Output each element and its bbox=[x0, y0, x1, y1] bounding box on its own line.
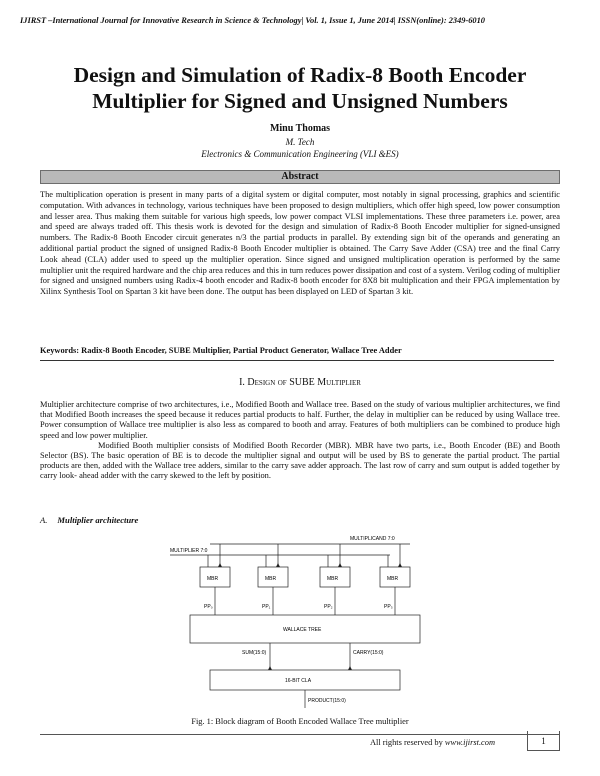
section-paragraph-1: Multiplier architecture comprise of two architectures, i.e., Modified Booth and Wallace tree. Based on the study of various multiplier architectures, we find that Modified Booth increases the speed because it reduces partial products to half. Further, the delay in multiplier can be reduced by using Wallace tree. Power consumption of Wallace tree multiplier is also less as compared to booth and array. Features of both multipliers can be combined to produce high speed and low power multiplier. bbox=[40, 400, 560, 440]
title-line-2: Multiplier for Signed and Unsigned Numbers bbox=[92, 89, 508, 113]
mbr-label-2: MBR bbox=[265, 576, 277, 582]
sum-label: SUM(15:0) bbox=[242, 650, 267, 656]
multiplicand-label: MULTIPLICAND 7:0 bbox=[350, 536, 395, 542]
cla-label: 16-BIT CLA bbox=[285, 678, 312, 684]
pp-label-3: PP₂ bbox=[324, 604, 333, 610]
mbr-label-4: MBR bbox=[387, 576, 399, 582]
pp-label-1: PP₀ bbox=[204, 604, 213, 610]
keywords: Keywords: Radix-8 Booth Encoder, SUBE Multiplier, Partial Product Generator, Wallace Tree Adder bbox=[40, 346, 402, 355]
subsection-title: Multiplier architecture bbox=[57, 515, 139, 525]
footer-url[interactable]: www.ijirst.com bbox=[444, 738, 496, 747]
wallace-label: WALLACE TREE bbox=[283, 627, 322, 633]
abstract-heading: Abstract bbox=[40, 170, 560, 184]
author-degree: M. Tech bbox=[285, 137, 315, 147]
mbr-label-3: MBR bbox=[327, 576, 339, 582]
product-label: PRODUCT(15:0) bbox=[308, 698, 346, 704]
paper-title bbox=[30, 62, 570, 114]
mbr-label-1: MBR bbox=[207, 576, 219, 582]
footer-divider bbox=[40, 734, 560, 735]
page-number: 1 bbox=[527, 731, 560, 751]
section-heading: I. Design of SUBE Multiplier bbox=[239, 377, 361, 388]
carry-label: CARRY(15:0) bbox=[353, 650, 384, 656]
block-diagram bbox=[150, 530, 450, 710]
author-department: Electronics & Communication Engineering (VLI &ES) bbox=[201, 149, 399, 159]
title-line-1: Design and Simulation of Radix-8 Booth Encoder bbox=[73, 63, 527, 87]
figure-caption: Fig. 1: Block diagram of Booth Encoded Wallace Tree multiplier bbox=[191, 717, 409, 726]
subsection-heading bbox=[40, 515, 138, 525]
footer-rights-text: All rights reserved by bbox=[370, 738, 445, 747]
author-name: Minu Thomas bbox=[269, 123, 331, 134]
footer-rights bbox=[370, 738, 495, 747]
multiplier-label: MULTIPLIER 7:0 bbox=[170, 548, 208, 554]
abstract-text: The multiplication operation is present in many parts of a digital system or digital computer, most notably in signal processing, graphics and scientific computation. With advances in technology, various techniques have been proposed to design multipliers, which offer high speed, low power consumption and lesser area. Thus making them suitable for various high speeds, low power compact VLSI implementations. These three parameters i.e. power, area and speed are always traded off. This thesis work is devoted for the design and simulation of Radix-8 Booth Encoder multiplier for signed-unsigned numbers. The Radix-8 Booth Encoder circuit generates n/3 the partial products in parallel. By extending sign bit of the operands and generating an additional partial product the signed of unsigned Radix-8 Booth Encoder multiplier is obtained. The Carry Save Adder (CSA) tree and the final Carry Look ahead (CLA) adder used to speed up the multiplier operation. Since signed and unsigned multiplication operation is performed by the same multiplier unit the required hardware and the chip area reduces and this in turn reduces power dissipation and cost of a system. Verilog coding of multiplier for signed and unsigned numbers using Radix-4 booth encoder and Radix-8 booth encoder for 8X8 bit multiplication and their FPGA implementation by Xilinx Synthesis Tool on Spartan 3 kit have been done. The output has been displayed on LED of Spartan 3 kit. bbox=[40, 190, 560, 297]
pp-label-2: PP₁ bbox=[262, 604, 271, 610]
section-divider bbox=[40, 360, 554, 361]
section-paragraph-2: Modified Booth multiplier consists of Modified Booth Recorder (MBR). MBR have two parts, i.e., Booth Encoder (BE) and Booth Selector (BS). The basic operation of BE is to decode the multiplier signal and output will be used by BS to generate the partial product. The partial products are then, added with the Wallace tree adders, similar to the carry save adder approach. The last row of carry and sum output is added together by carry look- ahead adder with the carry skewed to the left by position. bbox=[40, 440, 560, 481]
pp-label-4: PP₃ bbox=[384, 604, 393, 610]
section-body bbox=[40, 400, 560, 482]
journal-header: IJIRST –International Journal for Innovative Research in Science & Technology| Vol. 1, Issue 1, June 2014| ISSN(online): 2349-6010 bbox=[20, 16, 485, 25]
subsection-number: A. bbox=[40, 515, 48, 525]
